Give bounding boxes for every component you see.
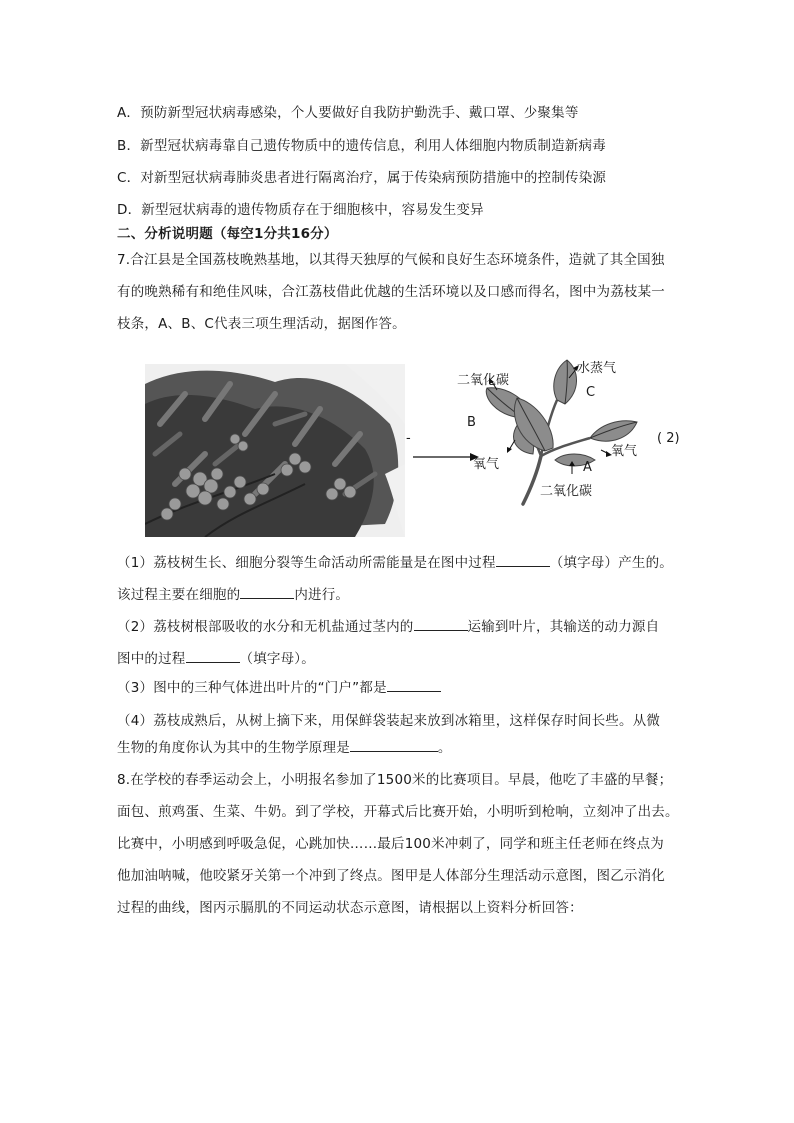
label-co2-top: 二氧化碳 [457, 373, 510, 388]
lychee-tree-image [145, 364, 405, 537]
q7-sub1-text-b: （填字母）产生的。 [549, 555, 674, 571]
q8-line-4: 他加油呐喊，他咬紧牙关第一个冲到了终点。图甲是人体部分生理活动示意图，图乙示消化 [117, 868, 665, 884]
answer-blank-3[interactable] [414, 616, 468, 631]
q7-sub2-text-b: 运输到叶片，其输送的动力源自 [467, 619, 660, 635]
q8-line-5: 过程的曲线，图丙示膈肌的不同运动状态示意图，请根据以上资料分析回答： [117, 900, 583, 916]
label-dash: - [406, 431, 411, 446]
q7-sub1-text-a: （1）荔枝树生长、细胞分裂等生命活动所需能量是在图中过程 [117, 555, 496, 571]
answer-blank-4[interactable] [186, 648, 240, 663]
label-process-a: A [583, 460, 592, 475]
answer-blank-2[interactable] [240, 584, 294, 599]
q7-sub1-text-c: 该过程主要在细胞的 [117, 587, 241, 603]
label-oxygen-right: 氧气 [611, 444, 638, 459]
q7-sub4-line1: （4）荔枝成熟后，从树上摘下来，用保鲜袋装起来放到冰箱里，这样保存时间长些。从微 [117, 713, 661, 729]
q7-line-2: 有的晚熟稀有和绝佳风味，合江荔枝借此优越的生活环境以及口感而得名，图中为荔枝某一 [117, 284, 665, 300]
label-process-c: C [586, 385, 596, 400]
q7-sub3-text: （3）图中的三种气体进出叶片的“门户”都是 [117, 680, 387, 696]
label-water-vapor: 水蒸气 [577, 361, 617, 376]
option-c: C．对新型冠状病毒肺炎患者进行隔离治疗，属于传染病预防措施中的控制传染源 [117, 170, 607, 186]
option-a: A．预防新型冠状病毒感染，个人要做好自我防护勤洗手、戴口罩、少聚集等 [117, 105, 579, 121]
q7-sub2-line2 [117, 648, 315, 669]
section-heading: 二、分析说明题（每空1分共16分） [117, 226, 338, 242]
answer-blank-5[interactable] [387, 677, 441, 692]
q7-sub2-line1 [117, 616, 659, 637]
q7-sub1-text-d: 内进行。 [294, 587, 350, 603]
answer-blank-1[interactable] [496, 552, 550, 567]
q8-line-3: 比赛中，小明感到呼吸急促，心跳加快……最后100米冲刺了，同学和班主任老师在终点为 [117, 836, 664, 852]
q7-sub3 [117, 677, 441, 698]
q7-sub2-text-d: （填字母）。 [239, 651, 315, 667]
label-process-b: B [467, 415, 476, 430]
q7-sub2-text-c: 图中的过程 [117, 651, 186, 667]
q7-sub4-text-b: 。 [437, 740, 452, 756]
q7-line-1: 7.合江县是全国荔枝晚熟基地，以其得天独厚的气候和良好生态环境条件，造就了其全国独 [117, 252, 665, 268]
figure-number: ( 2) [657, 431, 680, 446]
label-co2-bottom: 二氧化碳 [540, 484, 593, 499]
lychee-photo [145, 364, 405, 537]
option-d: D．新型冠状病毒的遗传物质存在于细胞核中，容易发生变异 [117, 202, 484, 218]
answer-blank-6[interactable] [350, 737, 438, 752]
q8-line-2: 面包、煎鸡蛋、生菜、牛奶。到了学校，开幕式后比赛开始，小明听到枪响，立刻冲了出去。 [117, 804, 679, 820]
q7-sub4-text-a: 生物的角度你认为其中的生物学原理是 [117, 740, 350, 756]
q8-line-1: 8.在学校的春季运动会上，小明报名参加了1500米的比赛项目。早晨，他吃了丰盛的早餐； [117, 772, 673, 788]
q7-sub2-text-a: （2）荔枝树根部吸收的水分和无机盐通过茎内的 [117, 619, 414, 635]
q7-sub1-line2 [117, 584, 349, 605]
label-oxygen-left: 氧气 [473, 457, 500, 472]
q7-sub1-line1 [117, 552, 673, 573]
option-b: B．新型冠状病毒靠自己遗传物质中的遗传信息，利用人体细胞内物质制造新病毒 [117, 138, 606, 154]
q7-line-3: 枝条，A、B、C代表三项生理活动，据图作答。 [117, 316, 406, 332]
q7-sub4-line2 [117, 737, 452, 758]
